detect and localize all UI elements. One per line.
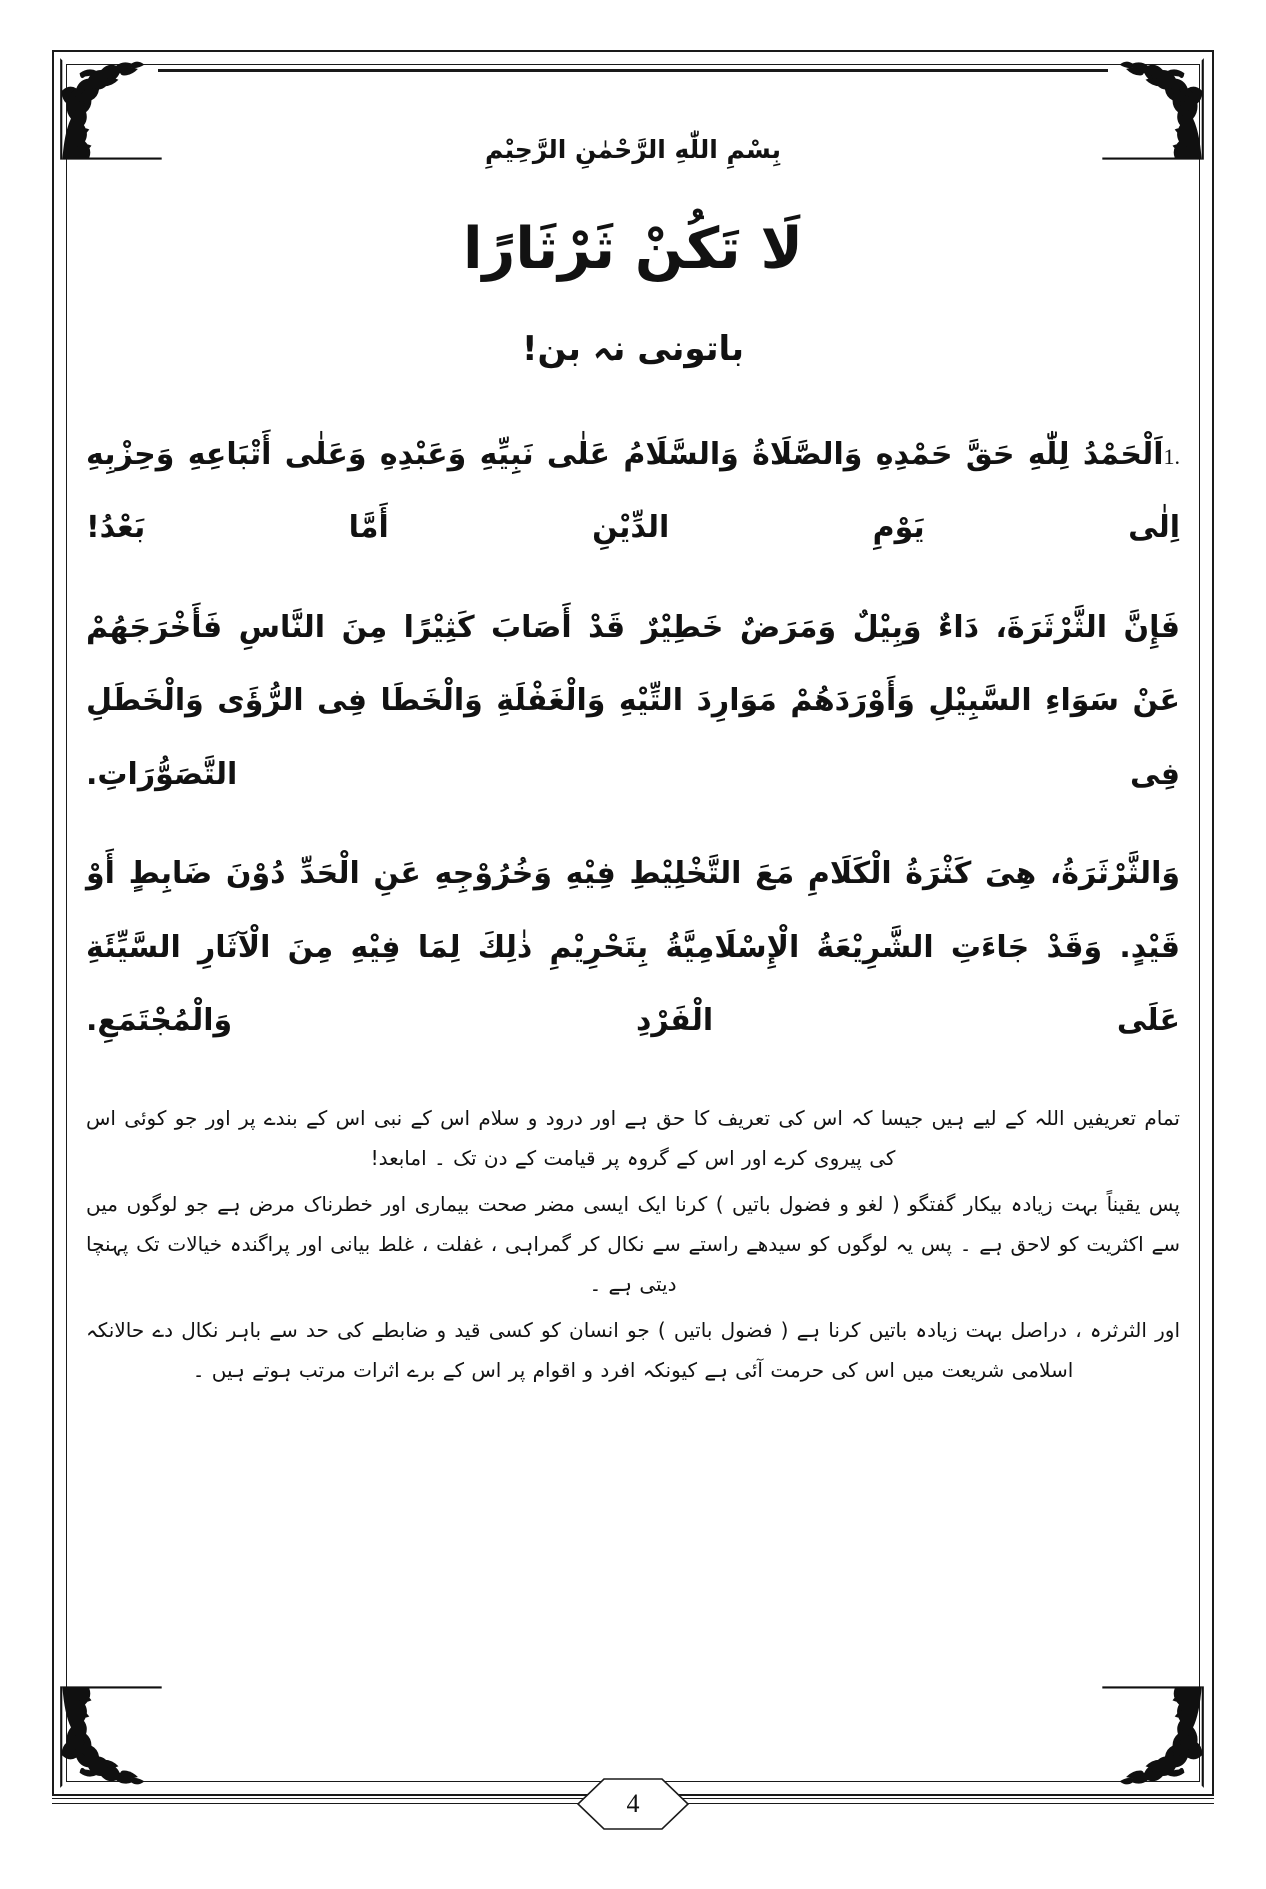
page-number: 4 (626, 1789, 640, 1818)
arabic-paragraph: وَالثَّرْثَرَةُ، هِىَ كَثْرَةُ الْكَلَامِ مَعَ التَّخْلِيْطِ فِيْهِ وَخُرُوْجِهِ عَنِ الْحَدِّ دُوْنَ ضَابِطٍ أَوْ قَيْدٍ. وَقَدْ جَاءَتِ الشَّرِيْعَةُ الْإِسْلَامِيَّةُ بِتَحْرِيْمِ ذٰلِكَ لِمَا فِيْهِ مِنَ الْآثَارِ السَّيِّئَةِ عَلَى الْفَرْدِ وَالْمُجْتَمَعِ. (86, 856, 1180, 1039)
arabic-paragraph-text: اَلْحَمْدُ لِلّٰهِ حَقَّ حَمْدِهِ وَالصَّلَاةُ وَالسَّلَامُ عَلٰى نَبِيِّهِ وَعَبْدِهِ وَعَلٰى أَتْبَاعِهِ وَحِزْبِهِ اِلٰى يَوْمِ الدِّيْنِ أَمَّا بَعْدُ! (86, 436, 1180, 546)
urdu-paragraph: اور الثرثرہ ، دراصل بہت زیادہ باتیں کرنا ہے ( فضول باتیں ) جو انسان کو کسی قید و ضابطے کی حد سے باہر نکال دے حالانکہ اسلامی شریعت میں اس کی حرمت آئی ہے کیونکہ افرد و اقوام پر اس کے برے اثرات مرتب ہوتے ہیں ۔ (86, 1317, 1180, 1382)
list-number: 1. (1163, 443, 1180, 469)
urdu-paragraph: تمام تعریفیں اللہ کے لیے ہیں جیسا کہ اس کی تعریف کا حق ہے اور درود و سلام اس کے نبی اس کے بندے پر اور جو کوئی اس کی پیروی کرے اور اس کے گروہ پر قیامت کے دن تک ۔ امابعد! (86, 1105, 1180, 1170)
arabic-text-block (86, 418, 1180, 1058)
hexagon-page-badge-icon (575, 1776, 691, 1832)
basmala-line: بِسْمِ اللّٰهِ الرَّحْمٰنِ الرَّحِيْمِ (485, 135, 781, 164)
urdu-translation-block (86, 1098, 1180, 1390)
page-title-urdu: باتونی نہ بن! (521, 329, 744, 370)
arabic-paragraph (86, 418, 1180, 565)
urdu-paragraph: پس یقیناً بہت زیادہ بیکار گفتگو ( لغو و فضول باتیں ) کرنا ایک ایسی مضر صحت بیماری اور خطرناک مرض ہے جو لوگوں میں سے اکثریت کو لاحق ہے ۔ پس یہ لوگوں کو سیدھے راستے سے نکال کر گمراہی ، غفلت ، غلط بیانی اور پراگندہ خیالات تک پہنچا دیتی ہے ۔ (86, 1191, 1180, 1296)
top-rule (158, 69, 1108, 72)
page-content (86, 96, 1180, 1756)
arabic-paragraph: فَإِنَّ الثَّرْثَرَةَ، دَاءٌ وَبِيْلٌ وَمَرَضٌ خَطِيْرٌ قَدْ أَصَابَ كَثِيْرًا مِنَ النَّاسِ فَأَخْرَجَهُمْ عَنْ سَوَاءِ السَّبِيْلِ وَأَوْرَدَهُمْ مَوَارِدَ التِّيْهِ وَالْغَفْلَةِ وَالْخَطَا فِى الرُّؤَى وَالْخَطَلِ فِى التَّصَوُّرَاتِ. (86, 609, 1180, 792)
page-footer (52, 1776, 1214, 1832)
page-title-arabic: لَا تَكُنْ ثَرْثَارًا (463, 216, 803, 282)
